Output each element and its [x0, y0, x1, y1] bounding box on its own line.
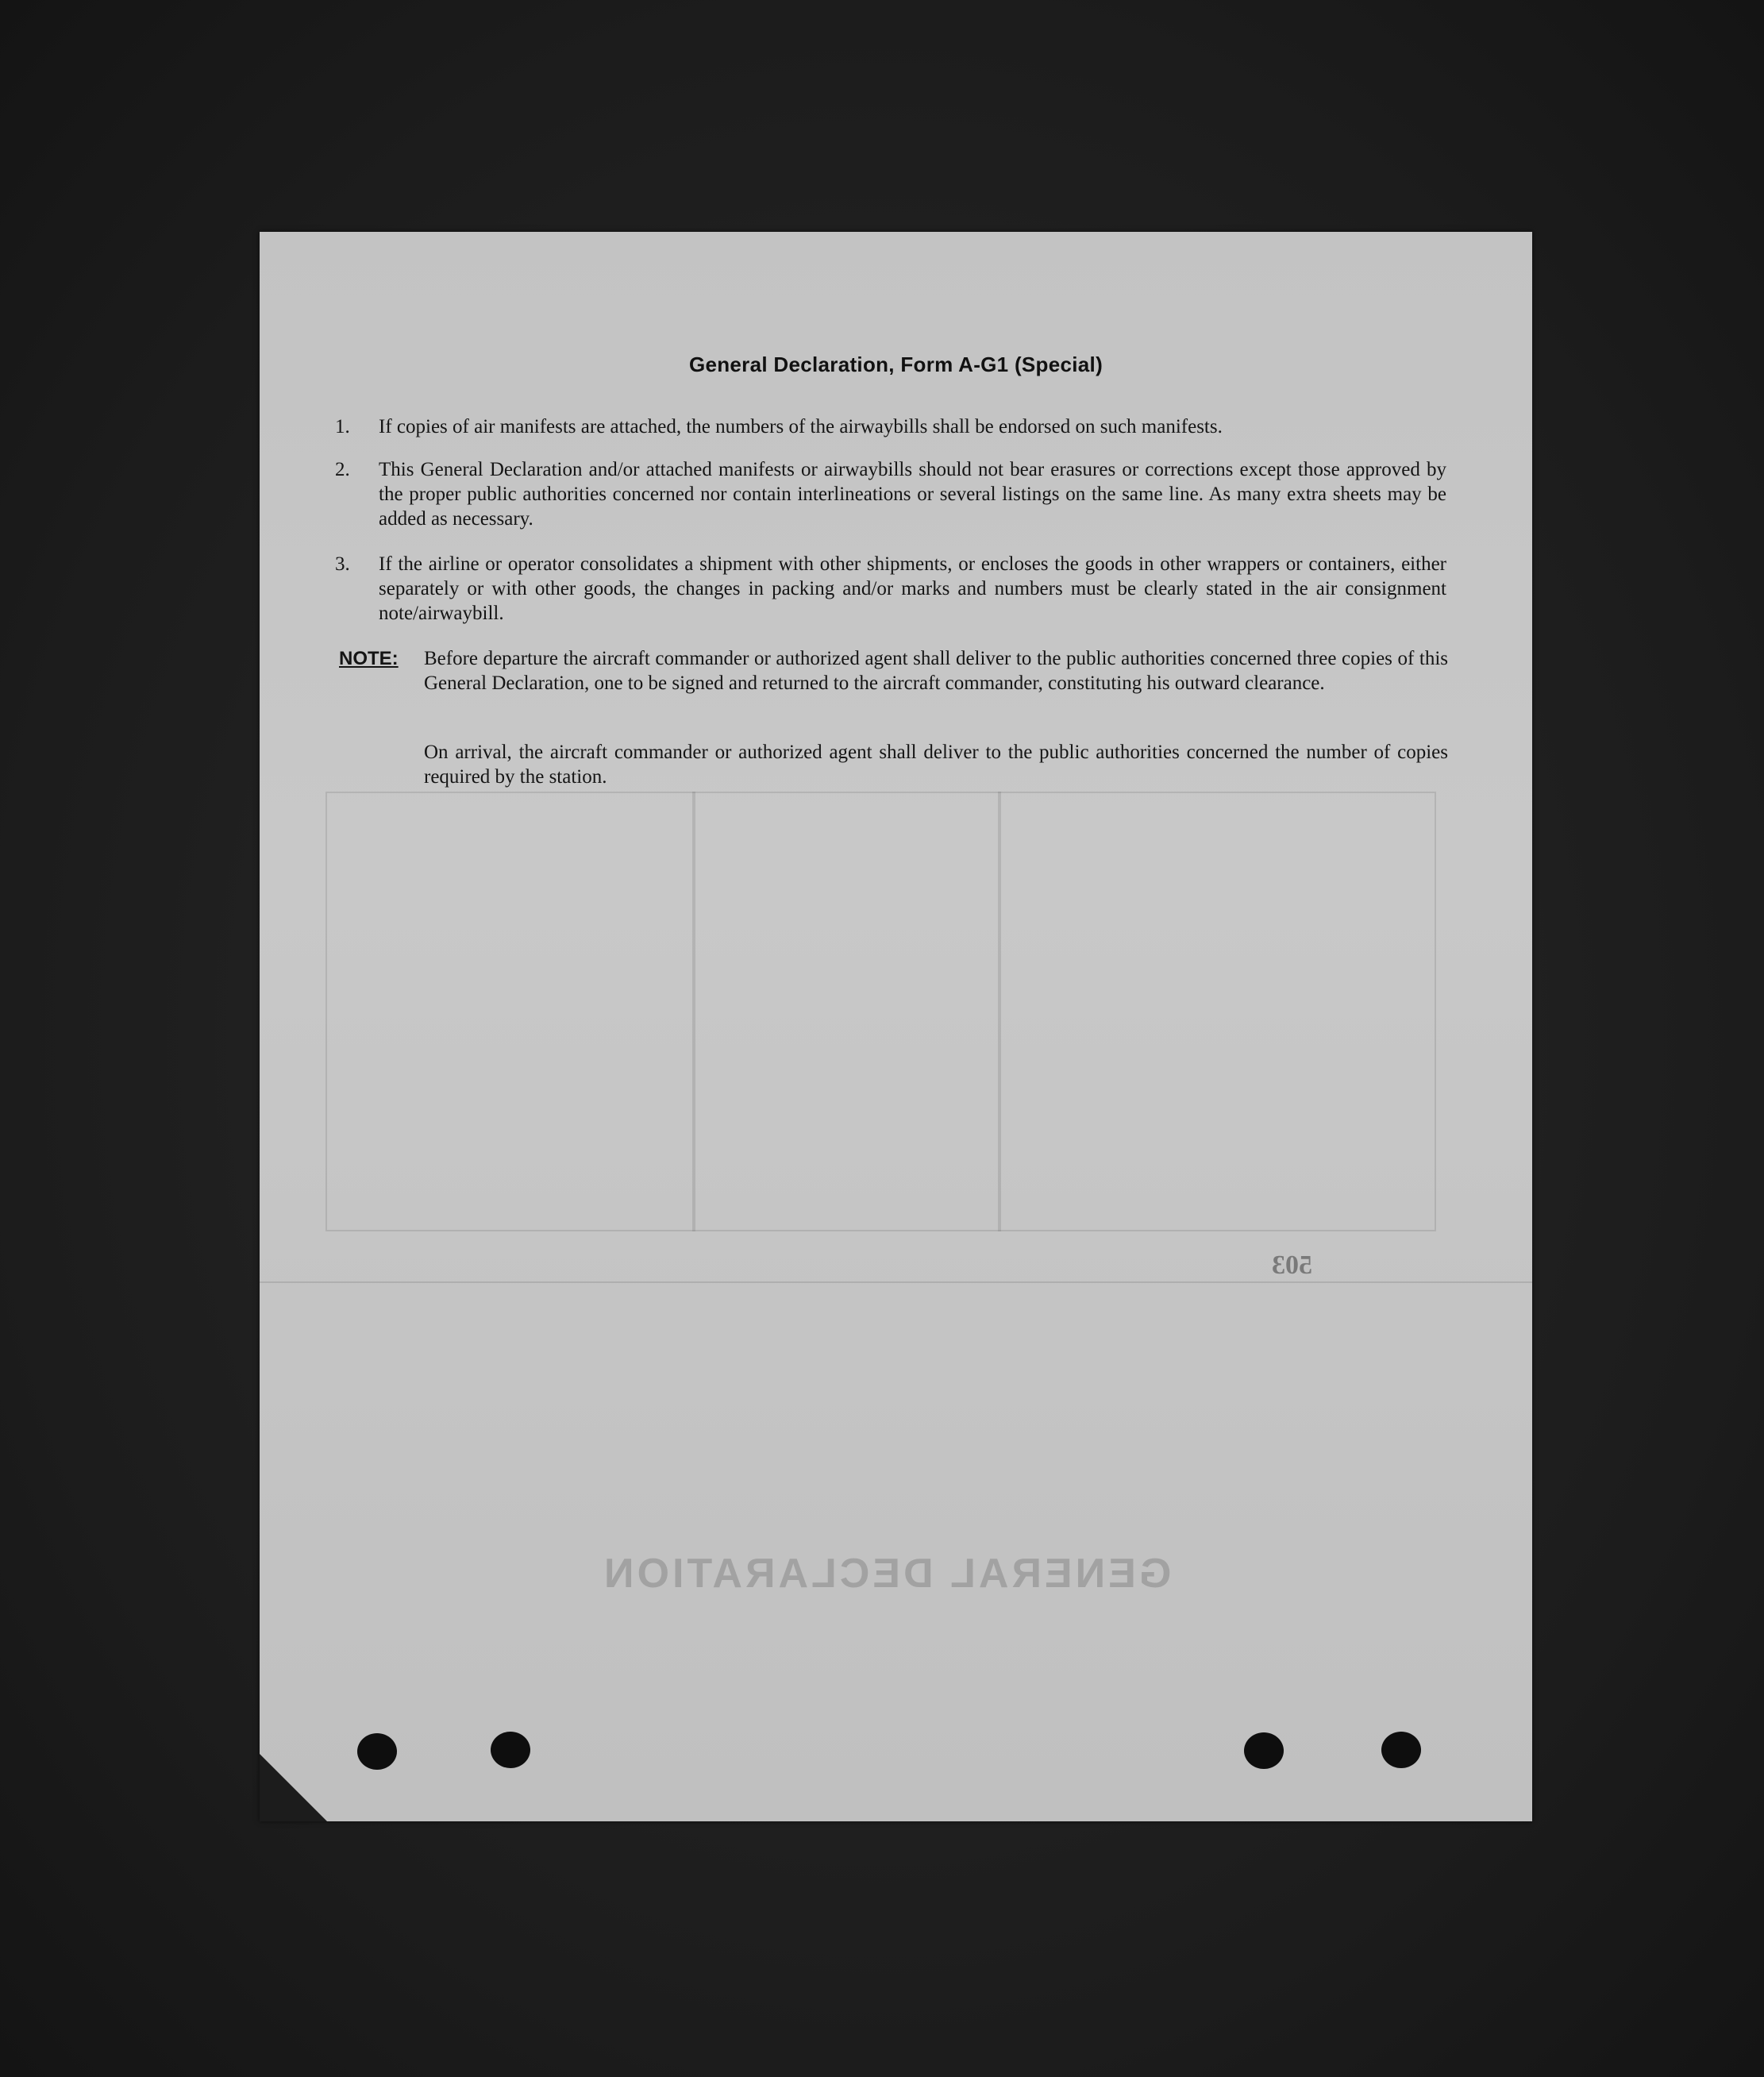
document-page	[260, 232, 1532, 1821]
note-paragraph-arrival: On arrival, the aircraft commander or authorized agent shall deliver to the public authorities concerned the number of copies required by the station.	[424, 742, 1448, 788]
item-number: 1.	[335, 416, 350, 437]
punch-hole	[1244, 1732, 1284, 1769]
bleed-through-table	[325, 792, 1436, 1231]
instruction-item	[335, 414, 1446, 439]
punch-hole	[1381, 1732, 1421, 1768]
instruction-item	[335, 552, 1446, 626]
fold-line	[260, 1281, 1532, 1283]
item-text: This General Declaration and/or attached manifests or airwaybills should not bear erasures or corrections except those approved by the proper public authorities concerned nor contain interlineations or several listings on the same line. As many extra sheets may be added as necessary.	[379, 459, 1446, 530]
note-section	[339, 646, 1450, 720]
punch-hole	[491, 1732, 530, 1768]
item-number: 2.	[335, 459, 350, 480]
item-text: If copies of air manifests are attached, the numbers of the airwaybills shall be endorsed on such manifests.	[379, 416, 1223, 437]
bleed-through-heading: GENERAL DECLARATION	[601, 1551, 1172, 1597]
document-title: General Declaration, Form A-G1 (Special)	[688, 353, 1103, 376]
note-paragraph-departure: Before departure the aircraft commander or authorized agent shall deliver to the public authorities concerned three copies of this General Declaration, one to be signed and returned to the aircraft commander, constituting his outward clearance.	[424, 648, 1448, 694]
instruction-item	[335, 457, 1446, 531]
page-number-bleed-through: 503	[1272, 1250, 1312, 1280]
item-text: If the airline or operator consolidates a shipment with other shipments, or encloses the goods in other wrappers or containers, either separately or with other goods, the changes in packing and/or marks and numbers must be clearly stated in the air consignment note/airwaybill.	[379, 553, 1446, 624]
note-label: NOTE:	[339, 648, 399, 669]
note-section-arrival	[339, 740, 1450, 789]
punch-hole	[357, 1733, 397, 1770]
item-number: 3.	[335, 553, 350, 575]
bleed-through-table-column	[692, 792, 695, 1231]
bleed-through-table-column	[998, 792, 1001, 1231]
torn-corner	[260, 1754, 327, 1821]
